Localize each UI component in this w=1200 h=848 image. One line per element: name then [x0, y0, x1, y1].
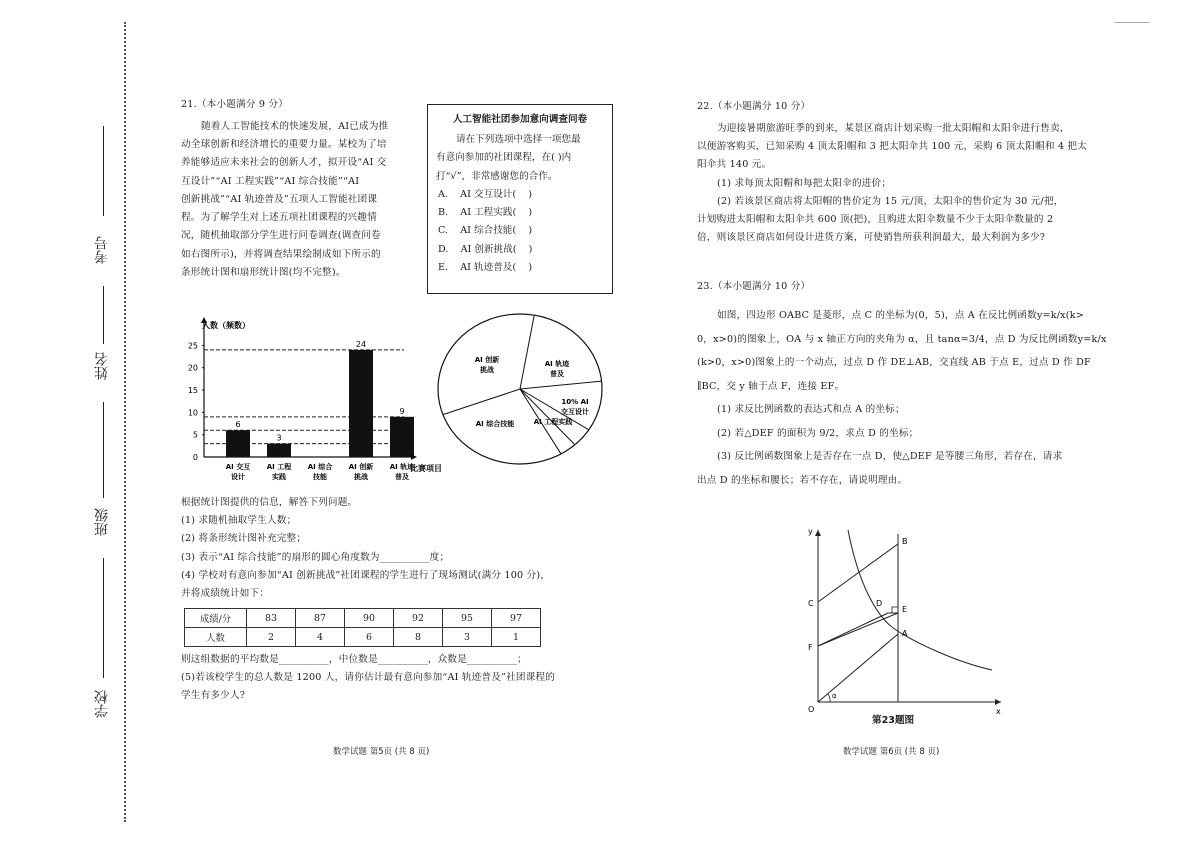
- pie-slice-label: AI 创新: [474, 356, 500, 364]
- bar: [349, 350, 373, 457]
- pie-slice-divider: [520, 315, 534, 389]
- q23-line: (1) 求反比例函数的表达式和点 A 的坐标；: [717, 404, 905, 415]
- q22-line: 计划购进太阳帽和太阳伞共 600 顶(把)，且购进太阳伞数量不少于太阳伞数量的 2: [697, 214, 1054, 226]
- y-tick-label: 15: [187, 386, 198, 396]
- table-cell: 90: [345, 609, 394, 628]
- q23-line: (2) 若△DEF 的面积为 9/2，求点 D 的坐标；: [717, 427, 919, 439]
- q23-figure: [796, 522, 1006, 732]
- label-x: x: [996, 707, 1001, 716]
- q21-intro-line: 创新挑战”“AI 轨迹普及”五项人工智能社团课: [181, 193, 378, 205]
- category-label: 挑战: [354, 473, 368, 481]
- q21-intro-line: 随着人工智能技术的快速发展，AI已成为推: [201, 121, 389, 132]
- label-a: A: [902, 629, 908, 638]
- table-cell: 83: [247, 609, 296, 628]
- table-cell: 人数: [185, 628, 247, 647]
- q21-question-line: 根据统计图提供的信息，解答下列问题。: [181, 497, 358, 508]
- q21-question-line: 并将成绩统计如下：: [181, 588, 270, 600]
- pie-slice-label: 普及: [550, 370, 564, 378]
- table-cell: 1: [492, 628, 541, 647]
- q21-intro-line: 动全球创新和经济增长的重要力量。某校为了培: [181, 139, 387, 151]
- q22-line: (2) 若该景区商店将太阳帽的售价定为 15 元/顶，太阳伞的售价定为 30 元/把，: [717, 195, 1064, 207]
- segment-fe: [818, 613, 898, 646]
- q21-intro-line: 如右图所示)，并将调查结果绘制成如下所示的: [181, 248, 381, 260]
- label-alpha: α: [832, 692, 837, 700]
- survey-title: 人工智能社团参加意向调查问卷: [452, 114, 588, 125]
- bar: [267, 444, 291, 457]
- table-cell: 3: [443, 628, 492, 647]
- category-label: AI 轨迹: [389, 463, 415, 471]
- survey-line: 请在下列选项中选择一项您最: [456, 134, 581, 146]
- page-footer-left: 数学试题 第5页 (共 8 页): [333, 747, 430, 757]
- q21-intro-line: 养能够适应未来社会的创新人才，拟开设“AI 交: [181, 157, 387, 169]
- y-tick-label: 0: [192, 453, 198, 462]
- table-cell: 2: [247, 628, 296, 647]
- q21-question-line: (1) 求随机抽取学生人数；: [181, 515, 297, 527]
- pie-chart: [425, 304, 615, 479]
- q21-intro-line: 互设计”“AI 工程实践”“AI 综合技能”“AI: [181, 175, 360, 187]
- y-tick-label: 5: [192, 430, 198, 440]
- table-cell: 8: [394, 628, 443, 647]
- segment-fd: [818, 613, 888, 646]
- q21-after-line: 学生有多少人?: [181, 690, 246, 702]
- survey-line: 有意向参加的社团课程，在( )内: [436, 152, 572, 164]
- survey-option: E. AI 轨迹普及( ): [438, 261, 533, 273]
- q23-body: [697, 304, 1117, 492]
- table-cell: 92: [394, 609, 443, 628]
- pie-slice-label: 10% AI: [561, 398, 589, 406]
- pie-slice-label: AI 轨迹: [544, 360, 570, 368]
- label-b: B: [902, 537, 908, 546]
- q23-line: 0，x>0)的图象上，OA 与 x 轴正方向的夹角为 α，且 tanα=3/4，点 D 为反比例函数y=k/x: [697, 333, 1107, 345]
- survey-option: B. AI 工程实践( ): [438, 207, 533, 219]
- name-label: 姓名: [94, 352, 110, 380]
- angle-arc: [828, 694, 830, 702]
- figure-caption: 第23题图: [872, 715, 915, 726]
- category-label: 普及: [395, 473, 409, 481]
- pie-slice-label: AI 工程实践: [533, 418, 573, 426]
- school-line: [103, 558, 104, 678]
- label-e: E: [902, 605, 908, 614]
- table-cell: 95: [443, 609, 492, 628]
- hyperbola-curve: [848, 530, 992, 670]
- bar-value-label: 24: [355, 339, 367, 349]
- pie-slice-divider: [443, 389, 520, 415]
- pie-slice-label: 交互设计: [561, 408, 589, 416]
- table-row: [185, 628, 541, 647]
- label-o: O: [808, 705, 815, 714]
- survey-option: A. AI 交互设计( ): [438, 188, 533, 200]
- q21-question-line: (2) 将条形统计图补充完整；: [181, 533, 307, 545]
- table-row: [185, 609, 541, 628]
- q22-line: 以便游客购买，已知采购 4 顶太阳帽和 3 把太阳伞共 100 元，采购 6 顶太阳帽和 4 把太: [697, 141, 1088, 153]
- bar: [226, 430, 250, 457]
- y-tick-label: 20: [187, 363, 198, 373]
- pie-slice-label: AI 综合技能: [475, 420, 515, 428]
- label-d: D: [876, 599, 883, 608]
- q21-questions: [181, 494, 621, 603]
- category-label: AI 创新: [348, 463, 374, 471]
- q22-heading: 22.（本小题满分 10 分）: [697, 101, 811, 112]
- q21-after-line: (5)若该校学生的总人数是 1200 人，请你估计最有意向参加“AI 轨迹普及”社团课程的: [181, 672, 556, 684]
- label-f: F: [808, 643, 813, 652]
- q22-line: 为迎接暑期旅游旺季的到来，某景区商店计划采购一批太阳帽和太阳伞进行售卖，: [717, 123, 1070, 134]
- y-tick-label: 25: [187, 341, 198, 351]
- bar-value-label: 6: [235, 420, 241, 430]
- class-line: [103, 402, 104, 498]
- q23-line: ∥BC，交 y 轴于点 F，连接 EF。: [697, 380, 845, 392]
- table-cell: 97: [492, 609, 541, 628]
- q21-intro-line: 况，随机抽取部分学生进行问卷调查(调查问卷: [181, 230, 381, 242]
- table-cell: 87: [296, 609, 345, 628]
- q21-after-table: [181, 651, 621, 706]
- exam-number-label: 考号: [94, 236, 110, 264]
- class-label: 班级: [94, 508, 110, 536]
- category-label: 技能: [313, 473, 327, 481]
- q21-intro-line: 条形统计图和扇形统计图(均不完整)。: [181, 266, 346, 278]
- bar-chart: [180, 312, 450, 490]
- q22-line: 倍，则该景区商店如何设计进货方案，可使销售所获利润最大，最大利润为多少?: [697, 232, 1046, 244]
- school-label: 学校: [94, 690, 110, 718]
- q23-line: (3) 反比例函数图象上是否存在一点 D，使△DEF 是等腰三角形，若存在，请求: [717, 451, 1063, 462]
- x-arrow: [995, 699, 1001, 705]
- y-arrow: [815, 530, 821, 536]
- survey-option: D. AI 创新挑战( ): [438, 243, 533, 255]
- page-footer-right: 数学试题 第6页 (共 8 页): [843, 747, 940, 757]
- q23-line: 如图，四边形 OABC 是菱形，点 C 的坐标为(0，5)，点 A 在反比例函数y=k/x(k>: [717, 310, 1084, 321]
- bar-value-label: 3: [276, 433, 282, 443]
- q21-after-line: 则这组数据的平均数是__________，中位数是__________，众数是__________；: [181, 654, 527, 665]
- survey-option: C. AI 综合技能( ): [438, 225, 533, 237]
- pie-slice-label: 挑战: [480, 366, 494, 374]
- pie-slice-divider: [520, 381, 602, 389]
- table-cell: 4: [296, 628, 345, 647]
- x-axis-title: 比赛项目: [410, 464, 442, 473]
- category-label: AI 工程: [266, 463, 292, 471]
- q21-question-line: (4) 学校对有意向参加“AI 创新挑战”社团课程的学生进行了现场测试(满分 100 分)，: [181, 569, 551, 581]
- q22-line: 阳伞共 140 元。: [697, 159, 772, 171]
- q22-line: (1) 求每顶太阳帽和每把太阳伞的进价；: [717, 177, 892, 189]
- y-tick-label: 10: [187, 408, 198, 418]
- label-y: y: [808, 527, 813, 536]
- q21-intro: [181, 118, 421, 282]
- right-angle-mark: [892, 607, 898, 613]
- q21-heading: 21.（本小题满分 9 分）: [181, 99, 289, 110]
- y-axis-title: 人数（频数）: [202, 321, 250, 330]
- score-table: [184, 608, 541, 647]
- category-label: AI 交互: [225, 463, 251, 471]
- q23-line: (k>0，x>0)图象上的一个动点，过点 D 作 DE⊥AB，交直线 AB 于点 E，过点 D 作 DF: [697, 357, 1091, 368]
- category-label: 实践: [272, 473, 286, 481]
- bar: [390, 417, 414, 457]
- top-mark: [1115, 22, 1149, 23]
- survey-box: [427, 104, 613, 294]
- q23-heading: 23.（本小题满分 10 分）: [697, 281, 811, 292]
- survey-line: 打“√”，非常感谢您的合作。: [436, 170, 558, 182]
- table-cell: 6: [345, 628, 394, 647]
- exam-number-line: [103, 126, 104, 216]
- category-label: 设计: [231, 473, 245, 481]
- table-cell: 成绩/分: [185, 609, 247, 628]
- q21-question-line: (3) 表示“AI 综合技能”的扇形的圆心角度数为__________度；: [181, 551, 450, 563]
- q22-body: [697, 120, 1117, 248]
- q23-line: 出点 D 的坐标和腰长；若不存在，请说明理由。: [697, 474, 908, 486]
- category-label: AI 综合: [307, 463, 333, 471]
- binding-dotted-line: [124, 22, 126, 822]
- name-line: [103, 286, 104, 344]
- label-c: C: [808, 599, 814, 608]
- bar-value-label: 9: [399, 406, 405, 416]
- q21-intro-line: 程。为了解学生对上述五项社团课程的兴趣情: [181, 212, 377, 224]
